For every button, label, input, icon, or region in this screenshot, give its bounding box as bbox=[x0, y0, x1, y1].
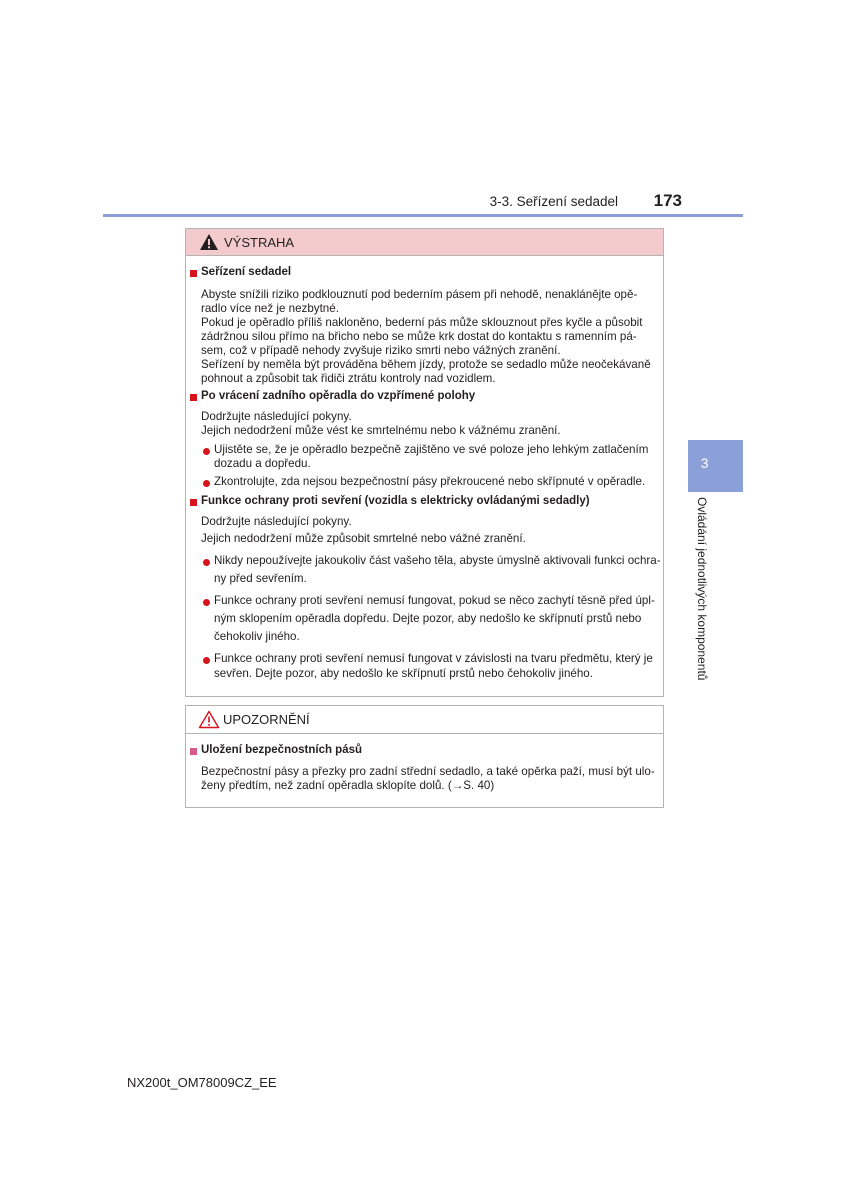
bullet-dot-icon bbox=[203, 599, 210, 606]
bullet-text: ny před sevřením. bbox=[214, 572, 307, 585]
bullet-text: sevřen. Dejte pozor, aby nedošlo ke skřípnutí prstů nebo čehokoliv jiného. bbox=[214, 667, 593, 680]
section-bullet-icon bbox=[190, 499, 197, 506]
section-heading-seat-adjust: Seřízení sedadel bbox=[201, 266, 292, 278]
section-heading-backrest-return: Po vrácení zadního opěradla do vzpřímené polohy bbox=[201, 390, 476, 402]
bullet-text: ným sklopením opěradla dopředu. Dejte pozor, aby nedošlo ke skřípnutí prstů nebo bbox=[214, 612, 642, 625]
bullet-dot-icon bbox=[203, 480, 210, 487]
bullet-dot-icon bbox=[203, 448, 210, 455]
text-line: Jejich nedodržení může vést ke smrtelnému nebo k vážnému zranění. bbox=[201, 424, 561, 437]
bullet-text: dozadu a dopředu. bbox=[214, 457, 311, 470]
chapter-title: Ovládání jednotlivých komponentů bbox=[695, 497, 709, 681]
page-number: 173 bbox=[653, 191, 682, 210]
text-line: radlo více než je nezbytné. bbox=[201, 302, 339, 315]
bullet-dot-icon bbox=[203, 559, 210, 566]
caution-header bbox=[186, 706, 663, 734]
warning-box bbox=[185, 228, 664, 697]
text-line: ženy předtím, než zadní opěradla sklopíte dolů. (→S. 40) bbox=[201, 779, 495, 792]
text-line: Seřízení by neměla být prováděna během jízdy, protože se sedadlo může neočekávaně bbox=[201, 358, 651, 371]
section-bullet-icon bbox=[190, 270, 197, 277]
warning-header bbox=[186, 229, 663, 256]
text-line: Pokud je opěradlo příliš nakloněno, bederní pás může sklouznout přes kyčle a působit bbox=[201, 316, 643, 329]
caution-title: UPOZORNĚNÍ bbox=[223, 712, 310, 727]
chapter-tab bbox=[688, 440, 743, 492]
bullet-text: Zkontrolujte, zda nejsou bezpečnostní pásy překroucené nebo skřípnuté v opěradle. bbox=[214, 475, 646, 488]
bullet-text: Nikdy nepoužívejte jakoukoliv část vašeho těla, abyste úmyslně aktivovali funkci ochra- bbox=[214, 554, 661, 567]
warning-title: VÝSTRAHA bbox=[224, 235, 295, 250]
bullet-dot-icon bbox=[203, 657, 210, 664]
chapter-number: 3 bbox=[700, 455, 709, 471]
text-line: sem, což v případě nehody zvyšuje riziko smrti nebo vážných zranění. bbox=[201, 344, 561, 357]
header-rule bbox=[103, 214, 743, 217]
bullet-text: Funkce ochrany proti sevření nemusí fungovat v závislosti na tvaru předmětu, který je bbox=[214, 652, 653, 665]
text-line: Bezpečnostní pásy a přezky pro zadní střední sedadlo, a také opěrka paží, musí být ulo- bbox=[201, 765, 655, 778]
text-line: Jejich nedodržení může způsobit smrtelné nebo vážné zranění. bbox=[201, 532, 526, 545]
bullet-text: Funkce ochrany proti sevření nemusí fungovat, pokud se něco zachytí těsně před úpl- bbox=[214, 594, 655, 607]
section-heading-pinch-protection: Funkce ochrany proti sevření (vozidla s elektricky ovládanými sedadly) bbox=[201, 495, 590, 507]
caution-box bbox=[185, 705, 664, 808]
warning-triangle-icon bbox=[199, 233, 219, 251]
caution-triangle-icon bbox=[198, 710, 220, 729]
text-line: Dodržujte následující pokyny. bbox=[201, 515, 352, 528]
text-line: zádržnou silou přímo na břicho nebo se může krk dostat do kontaktu s ramenním pá- bbox=[201, 330, 637, 343]
document-code: NX200t_OM78009CZ_EE bbox=[127, 1075, 277, 1090]
text-line: Dodržujte následující pokyny. bbox=[201, 410, 352, 423]
chapter-title-container bbox=[690, 497, 714, 702]
section-bullet-icon bbox=[190, 748, 197, 755]
section-heading-seatbelt-storage: Uložení bezpečnostních pásů bbox=[201, 744, 363, 756]
section-bullet-icon bbox=[190, 394, 197, 401]
bullet-text: čehokoliv jiného. bbox=[214, 630, 300, 643]
text-line: Abyste snížili riziko podklouznutí pod bederním pásem při nehodě, nenaklánějte opě- bbox=[201, 288, 638, 301]
section-title: 3-3. Seřízení sedadel bbox=[489, 194, 618, 209]
bullet-text: Ujistěte se, že je opěradlo bezpečně zajištěno ve své poloze jeho lehkým zatlačením bbox=[214, 443, 649, 456]
text-line: pohnout a způsobit tak řidiči ztrátu kontroly nad vozidlem. bbox=[201, 372, 496, 385]
